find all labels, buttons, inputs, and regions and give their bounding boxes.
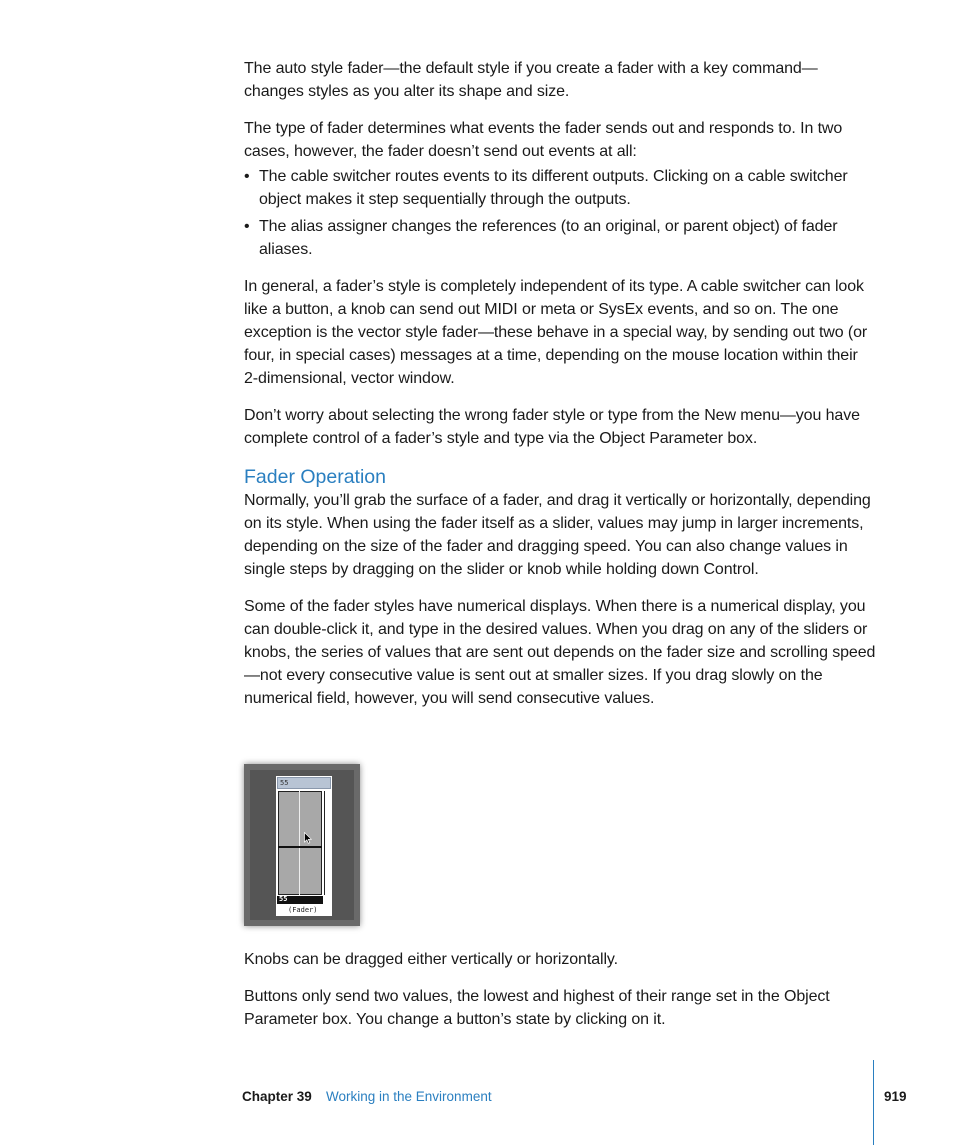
fader-top-value: 55 bbox=[280, 779, 289, 787]
footer-chapter: Chapter 39 bbox=[242, 1089, 312, 1104]
list-item bbox=[244, 215, 876, 261]
paragraph-dont-worry: Don’t worry about selecting the wrong fader style or type from the New menu—you have complete control of a fader’s style and type via the Object Parameter box. bbox=[244, 407, 860, 447]
paragraph-knobs: Knobs can be dragged either vertically or horizontally. bbox=[244, 951, 618, 968]
list-item-text: The alias assigner changes the references (to an original, or parent object) of fader aliases. bbox=[259, 218, 838, 258]
pointer-cursor-icon bbox=[304, 832, 312, 844]
footer-divider bbox=[873, 1060, 874, 1145]
paragraph-numerical-displays: Some of the fader styles have numerical displays. When there is a numerical display, you can double-click it, and type in the desired values. When you drag on any of the sliders or knobs, the series of values that are sent out depends on the fader size and scrolling speed—not every consecutive value is sent out at smaller sizes. If you drag slowly on the numerical field, however, you will send consecutive values. bbox=[244, 598, 876, 707]
paragraph-style-independent: In general, a fader’s style is completely independent of its type. A cable switcher can look like a button, a knob can send out MIDI or meta or SysEx events, and so on. The one exception is the vector style fader—these behave in a special way, by sending out two (or four, in special cases) messages at a time, depending on the mouse location within their 2-dimensional, vector window. bbox=[244, 278, 868, 387]
bullet-list bbox=[244, 165, 876, 261]
list-item-text: The cable switcher routes events to its different outputs. Clicking on a cable switcher object makes it step sequentially through the outputs. bbox=[259, 168, 848, 208]
paragraph-auto-style: The auto style fader—the default style if you create a fader with a key command—changes styles as you alter its shape and size. bbox=[244, 60, 818, 100]
fader-slider bbox=[278, 791, 322, 895]
list-item bbox=[244, 165, 876, 211]
fader-figure bbox=[244, 764, 360, 926]
section-heading: Fader Operation bbox=[244, 466, 386, 488]
paragraph-fader-type: The type of fader determines what events the fader sends out and responds to. In two cases, however, the fader doesn’t send out events at all: bbox=[244, 120, 843, 160]
paragraph-buttons: Buttons only send two values, the lowest and highest of their range set in the Object Parameter box. You change a button’s state by clicking on it. bbox=[244, 988, 830, 1028]
fader-bottom-value: 55 bbox=[279, 895, 288, 903]
fader-level-line bbox=[278, 846, 322, 848]
fader-label: (Fader) bbox=[288, 906, 318, 914]
page-number: 919 bbox=[884, 1089, 907, 1104]
closing-text bbox=[244, 948, 876, 1045]
bullet-glyph: • bbox=[244, 168, 250, 185]
fader-side-bar bbox=[324, 791, 329, 895]
bullet-glyph: • bbox=[244, 218, 250, 235]
fader-center-line bbox=[299, 791, 300, 895]
page-body bbox=[244, 57, 876, 724]
paragraph-normally: Normally, you’ll grab the surface of a fader, and drag it vertically or horizontally, depending on its style. When using the fader itself as a slider, values may jump in larger increments, depending on the size of the fader and dragging speed. You can also change values in single steps by dragging on the slider or knob while holding down Control. bbox=[244, 492, 871, 578]
footer-chapter-title: Working in the Environment bbox=[326, 1089, 492, 1104]
